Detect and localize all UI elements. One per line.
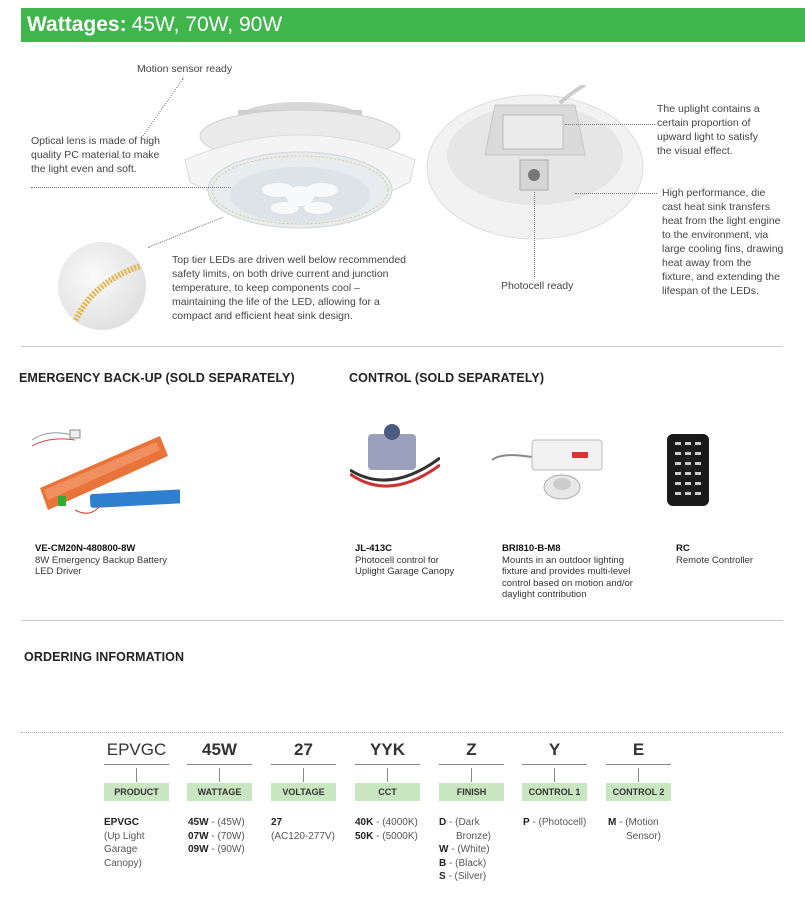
fixture-top-image — [425, 85, 645, 245]
callout-heat-sink: High performance, die cast heat sink transfers heat from the light engine to the environment, via large cooling fins, drawing heat away from the fixture, and extending the lifespan of the LEDs. — [662, 187, 784, 297]
leader-photocell — [534, 192, 535, 277]
order-col-wattage: 45W — [187, 740, 252, 765]
leader-heat-sink — [575, 193, 657, 194]
tag-wattage: WATTAGE — [187, 783, 252, 801]
connector — [471, 768, 472, 782]
banner-values: 45W, 70W, 90W — [131, 13, 283, 36]
product-remote: RC Remote Controller — [676, 543, 754, 566]
options-wattage: 45W - (45W) 07W - (70W) 09W - (90W) — [188, 817, 245, 855]
product-emergency-driver: VE-CM20N-480800-8W 8W Emergency Backup Battery LED Driver — [35, 543, 167, 577]
leader-uplight — [565, 124, 655, 125]
section-ordering: ORDERING INFORMATION — [24, 650, 185, 664]
callout-top-tier-leds: Top tier LEDs are driven well below recommended safety limits, on both drive current and junction temperature, to keep components cool – maintaining the life of the LED, allowing for a compact and efficient heat sink design. — [172, 254, 407, 322]
options-control2: M - (Motion Sensor) — [608, 817, 662, 842]
options-voltage: 27 (AC120-277V) — [271, 817, 335, 842]
divider-dotted — [21, 732, 783, 733]
motion-sensor-image — [492, 432, 622, 512]
banner-label: Wattages: — [27, 13, 127, 36]
connector — [136, 768, 137, 782]
callout-motion-sensor: Motion sensor ready — [137, 63, 233, 75]
wattage-banner — [21, 8, 805, 42]
leader-optical — [31, 187, 231, 188]
tag-product: PRODUCT — [104, 783, 169, 801]
order-col-product: EPVGC — [104, 740, 169, 765]
remote-controller-image — [665, 432, 713, 508]
callout-photocell: Photocell ready — [501, 280, 574, 292]
tag-control2: CONTROL 2 — [606, 783, 671, 801]
order-col-control1: Y — [522, 740, 587, 765]
options-cct: 40K - (4000K) 50K - (5000K) — [355, 817, 418, 842]
options-product: EPVGC (Up Light Garage Canopy) — [104, 817, 145, 869]
connector — [554, 768, 555, 782]
order-col-cct: YYK — [355, 740, 420, 765]
product-photocell: JL-413C Photocell control for Uplight Garage Canopy — [355, 543, 455, 577]
divider — [21, 620, 783, 621]
tag-control1: CONTROL 1 — [522, 783, 587, 801]
connector — [638, 768, 639, 782]
tag-voltage: VOLTAGE — [271, 783, 336, 801]
emergency-battery-image — [30, 418, 180, 518]
product-motion-sensor: BRI810-B-M8 Mounts in an outdoor lighting fixture and provides multi-level control based on motion and/or daylight contribution — [502, 543, 633, 600]
connector — [387, 768, 388, 782]
tag-finish: FINISH — [439, 783, 504, 801]
callout-optical-lens: Optical lens is made of high quality PC material to make the light even and soft. — [31, 135, 160, 175]
callout-uplight: The uplight contains a certain proportion of upward light to satisfy the visual effect. — [657, 103, 760, 157]
connector — [219, 768, 220, 782]
options-finish: D - (Dark Bronze) W - (White) B - (Black) S - (Silver) — [439, 817, 492, 882]
options-control1: P - (Photocell) — [523, 817, 587, 828]
order-col-control2: E — [606, 740, 671, 765]
led-detail-image — [58, 242, 146, 330]
photocell-control-image — [350, 420, 440, 510]
leader-motion — [141, 78, 184, 138]
tag-cct: CCT — [355, 783, 420, 801]
divider — [21, 346, 783, 347]
section-control: CONTROL (SOLD SEPARATELY) — [349, 371, 545, 385]
order-col-voltage: 27 — [271, 740, 336, 765]
fixture-underside-image — [180, 90, 420, 240]
section-emergency: EMERGENCY BACK-UP (SOLD SEPARATELY) — [19, 371, 295, 385]
connector — [303, 768, 304, 782]
order-col-finish: Z — [439, 740, 504, 765]
